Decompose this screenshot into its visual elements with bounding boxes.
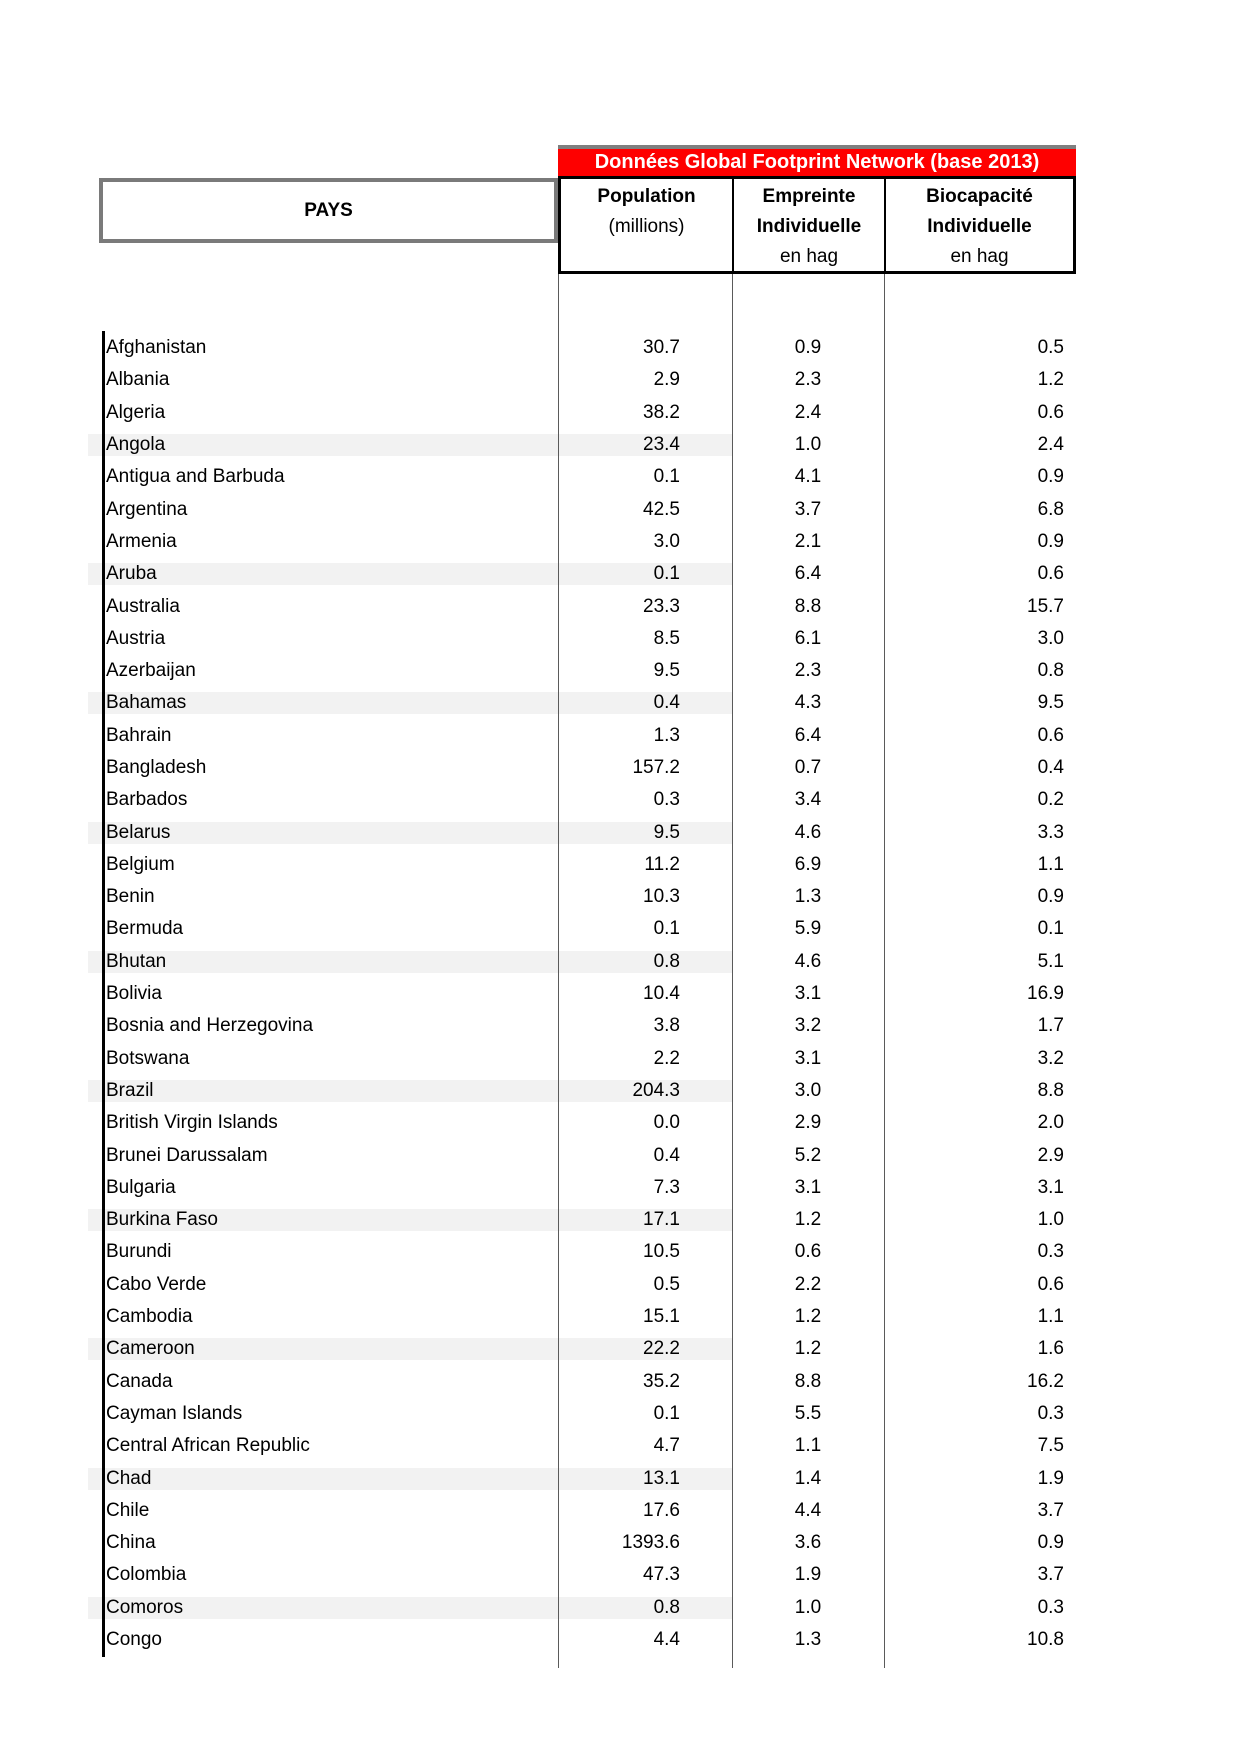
- biocapacite-cell: 16.9: [1027, 983, 1064, 1005]
- country-cell: Chad: [88, 1468, 558, 1490]
- table-row: [88, 1043, 1076, 1075]
- empreinte-header-line2: Individuelle: [756, 216, 862, 237]
- pays-header-label: PAYS: [304, 199, 353, 221]
- empreinte-cell: 1.3: [794, 886, 822, 908]
- table-row: [88, 1366, 1076, 1398]
- biocapacite-cell: 0.9: [1037, 1532, 1064, 1554]
- country-cell: Belgium: [106, 853, 175, 875]
- country-cell: Belarus: [88, 822, 558, 844]
- biocapacite-cell: 0.4: [1037, 757, 1064, 778]
- population-cell: 10.5: [643, 1241, 680, 1263]
- empreinte-cell: 3.1: [794, 1176, 822, 1198]
- population-cell: 22.2: [558, 1338, 732, 1360]
- table-row: [88, 1301, 1076, 1333]
- population-cell: 35.2: [643, 1370, 680, 1392]
- biocapacite-cell: 2.4: [1037, 434, 1064, 456]
- table-row: [88, 1592, 1076, 1624]
- empreinte-cell: 4.6: [794, 821, 822, 843]
- empreinte-cell: 3.2: [794, 1015, 822, 1037]
- table-row: [88, 1624, 1076, 1656]
- biocapacite-cell: 0.3: [1037, 1596, 1064, 1618]
- population-cell: 4.4: [653, 1629, 680, 1651]
- country-cell: Cayman Islands: [106, 1402, 243, 1424]
- empreinte-cell: 4.6: [794, 950, 822, 972]
- empreinte-cell: 5.5: [794, 1402, 822, 1424]
- biocapacite-cell: 10.8: [1027, 1629, 1064, 1651]
- table-row: [88, 364, 1076, 396]
- population-cell: 1.3: [653, 724, 680, 746]
- country-cell: Bosnia and Herzegovina: [106, 1015, 314, 1037]
- table-row: [88, 558, 1076, 590]
- country-cell: British Virgin Islands: [106, 1112, 278, 1134]
- biocapacite-cell: 2.0: [1037, 1112, 1064, 1134]
- country-cell: Austria: [106, 627, 166, 649]
- empreinte-cell: 3.7: [794, 498, 822, 520]
- country-cell: Armenia: [106, 530, 177, 552]
- population-cell: 2.2: [653, 1047, 680, 1069]
- population-cell: 0.4: [558, 692, 732, 714]
- empreinte-cell: 3.4: [794, 789, 822, 811]
- population-cell: 0.8: [558, 951, 732, 973]
- pays-column-header: [99, 178, 558, 243]
- biocapacite-cell: 1.2: [1037, 369, 1064, 391]
- population-header-line1: Population: [597, 186, 696, 207]
- empreinte-cell: 0.7: [794, 757, 822, 778]
- empreinte-header-line1: Empreinte: [762, 186, 856, 207]
- population-cell: 157.2: [632, 757, 680, 778]
- empreinte-cell: 1.4: [794, 1467, 822, 1489]
- table-row: [88, 946, 1076, 978]
- country-cell: Botswana: [106, 1047, 190, 1069]
- empreinte-cell: 0.9: [794, 337, 822, 359]
- biocapacite-cell: 0.8: [1037, 660, 1064, 682]
- country-cell: Afghanistan: [106, 337, 207, 359]
- population-cell: 4.7: [653, 1435, 680, 1457]
- country-cell: Cabo Verde: [106, 1273, 207, 1295]
- empreinte-cell: 1.2: [794, 1209, 822, 1231]
- population-cell: 0.1: [653, 1402, 680, 1424]
- population-cell: 0.5: [653, 1273, 680, 1295]
- empreinte-header-line3: en hag: [779, 246, 839, 267]
- empreinte-cell: 6.9: [794, 853, 822, 875]
- table-row: [88, 1010, 1076, 1042]
- table-row: [88, 1172, 1076, 1204]
- country-cell: Australia: [106, 595, 180, 617]
- country-cell: Bulgaria: [106, 1176, 176, 1198]
- empreinte-cell: 4.1: [794, 466, 822, 488]
- population-cell: 3.8: [653, 1015, 680, 1037]
- country-cell: Azerbaijan: [106, 660, 196, 682]
- empreinte-cell: 8.8: [794, 595, 822, 617]
- table-row: [88, 1333, 1076, 1365]
- biocapacite-cell: 3.2: [1037, 1047, 1064, 1069]
- biocapacite-cell: 0.9: [1037, 886, 1064, 908]
- empreinte-cell: 2.4: [794, 401, 822, 423]
- empreinte-cell: 1.2: [794, 1306, 822, 1328]
- table-row: [88, 461, 1076, 493]
- empreinte-cell: 8.8: [794, 1370, 822, 1392]
- population-cell: 9.5: [653, 660, 680, 682]
- population-cell: 17.1: [558, 1209, 732, 1231]
- table-row: [88, 1269, 1076, 1301]
- table-row: [88, 752, 1076, 784]
- empreinte-cell: 1.2: [794, 1338, 822, 1360]
- country-cell: Argentina: [106, 498, 188, 520]
- country-cell: Bangladesh: [106, 757, 207, 778]
- country-cell: Brunei Darussalam: [106, 1144, 268, 1166]
- biocapacite-cell: 1.7: [1037, 1015, 1064, 1037]
- population-cell: 0.1: [558, 563, 732, 585]
- table-row: [88, 1495, 1076, 1527]
- empreinte-cell: 6.1: [794, 627, 822, 649]
- biocapacite-cell: 5.1: [1037, 950, 1064, 972]
- biocapacite-cell: 0.9: [1037, 530, 1064, 552]
- country-cell: Cameroon: [88, 1338, 558, 1360]
- empreinte-cell: 1.3: [794, 1629, 822, 1651]
- empreinte-cell: 2.3: [794, 369, 822, 391]
- biocapacite-cell: 0.9: [1037, 466, 1064, 488]
- empreinte-cell: 3.0: [794, 1079, 822, 1101]
- country-cell: Central African Republic: [106, 1435, 310, 1457]
- country-cell: Antigua and Barbuda: [106, 466, 285, 488]
- biocapacite-cell: 2.9: [1037, 1144, 1064, 1166]
- table-row: [88, 1075, 1076, 1107]
- biocapacite-cell: 8.8: [1037, 1079, 1064, 1101]
- biocapacite-cell: 3.0: [1037, 627, 1064, 649]
- table-row: [88, 1107, 1076, 1139]
- table-row: [88, 816, 1076, 848]
- empreinte-cell: 1.0: [794, 434, 822, 456]
- biocapacite-cell: 0.3: [1037, 1241, 1064, 1263]
- biocapacite-cell: 0.1: [1037, 918, 1064, 940]
- empreinte-cell: 0.6: [794, 1241, 822, 1263]
- population-cell: 47.3: [643, 1564, 680, 1586]
- table-row: [88, 526, 1076, 558]
- population-cell: 0.1: [653, 918, 680, 940]
- population-column-header: [561, 179, 732, 271]
- table-row: [88, 687, 1076, 719]
- table-row: [88, 881, 1076, 913]
- biocapacite-cell: 16.2: [1027, 1370, 1064, 1392]
- column-divider-line: [558, 274, 559, 1668]
- country-cell: Congo: [106, 1629, 162, 1651]
- country-cell: Colombia: [106, 1564, 187, 1586]
- population-cell: 0.1: [653, 466, 680, 488]
- biocapacite-header-line1: Biocapacité: [926, 186, 1033, 207]
- table-row: [88, 1527, 1076, 1559]
- population-cell: 13.1: [558, 1468, 732, 1490]
- country-cell: Bahrain: [106, 724, 172, 746]
- population-cell: 38.2: [643, 401, 680, 423]
- biocapacite-cell: 15.7: [1027, 595, 1064, 617]
- empreinte-column-header: [732, 179, 884, 271]
- population-cell: 0.0: [653, 1112, 680, 1134]
- biocapacite-cell: 1.1: [1037, 853, 1064, 875]
- empreinte-cell: 4.3: [794, 692, 822, 714]
- biocapacite-cell: 7.5: [1037, 1435, 1064, 1457]
- table-row: [88, 623, 1076, 655]
- empreinte-cell: 6.4: [794, 724, 822, 746]
- country-cell: Burundi: [106, 1241, 172, 1263]
- biocapacite-cell: 0.2: [1037, 789, 1064, 811]
- population-cell: 7.3: [653, 1176, 680, 1198]
- empreinte-cell: 2.3: [794, 660, 822, 682]
- table-left-border: [102, 331, 105, 1657]
- empreinte-cell: 1.0: [794, 1596, 822, 1618]
- empreinte-cell: 3.6: [794, 1532, 822, 1554]
- population-cell: 3.0: [653, 530, 680, 552]
- table-row: [88, 332, 1076, 364]
- population-header-line2: (millions): [608, 216, 685, 237]
- population-cell: 23.3: [643, 595, 680, 617]
- biocapacite-cell: 3.3: [1037, 821, 1064, 843]
- table-title-banner: Données Global Footprint Network (base 2013): [558, 145, 1076, 176]
- table-row: [88, 1204, 1076, 1236]
- column-divider-line: [884, 274, 885, 1668]
- country-cell: Bermuda: [106, 918, 184, 940]
- population-cell: 42.5: [643, 498, 680, 520]
- table-row: [88, 590, 1076, 622]
- empreinte-cell: 5.2: [794, 1144, 822, 1166]
- empreinte-cell: 6.4: [794, 563, 822, 585]
- country-cell: China: [106, 1532, 156, 1554]
- population-cell: 2.9: [653, 369, 680, 391]
- table-row: [88, 493, 1076, 525]
- column-divider-line: [732, 274, 733, 1668]
- table-row: [88, 978, 1076, 1010]
- biocapacite-cell: 0.3: [1037, 1402, 1064, 1424]
- country-cell: Angola: [88, 434, 558, 456]
- country-cell: Aruba: [88, 563, 558, 585]
- table-row: [88, 784, 1076, 816]
- country-cell: Chile: [106, 1499, 150, 1521]
- biocapacite-cell: 6.8: [1037, 498, 1064, 520]
- country-cell: Cambodia: [106, 1306, 193, 1328]
- empreinte-cell: 1.9: [794, 1564, 822, 1586]
- population-cell: 10.4: [643, 983, 680, 1005]
- country-cell: Brazil: [88, 1080, 558, 1102]
- population-cell: 17.6: [643, 1499, 680, 1521]
- country-cell: Bolivia: [106, 983, 162, 1005]
- table-row: [88, 1139, 1076, 1171]
- table-row: [88, 1559, 1076, 1591]
- country-cell: Comoros: [88, 1597, 558, 1619]
- table-row: [88, 655, 1076, 687]
- empreinte-cell: 2.9: [794, 1112, 822, 1134]
- country-cell: Barbados: [106, 789, 188, 811]
- biocapacite-cell: 1.0: [1037, 1209, 1064, 1231]
- biocapacite-cell: 9.5: [1037, 692, 1064, 714]
- empreinte-cell: 2.2: [794, 1273, 822, 1295]
- country-cell: Albania: [106, 369, 170, 391]
- empreinte-cell: 1.1: [794, 1435, 822, 1457]
- country-cell: Benin: [106, 886, 155, 908]
- empreinte-cell: 2.1: [794, 530, 822, 552]
- population-cell: 0.8: [558, 1597, 732, 1619]
- population-cell: 11.2: [644, 853, 680, 875]
- empreinte-cell: 3.1: [794, 1047, 822, 1069]
- table-row: [88, 849, 1076, 881]
- biocapacite-cell: 0.6: [1037, 401, 1064, 423]
- population-cell: 0.4: [653, 1144, 680, 1166]
- table-row: [88, 1236, 1076, 1268]
- population-cell: 0.3: [653, 789, 680, 811]
- country-cell: Canada: [106, 1370, 173, 1392]
- biocapacite-cell: 0.6: [1037, 724, 1064, 746]
- numeric-column-headers: [558, 176, 1076, 274]
- table-row: [88, 1430, 1076, 1462]
- biocapacite-cell: 3.7: [1037, 1499, 1064, 1521]
- empreinte-cell: 5.9: [794, 918, 822, 940]
- biocapacite-column-header: [884, 179, 1073, 271]
- country-cell: Algeria: [106, 401, 166, 423]
- country-cell: Bahamas: [88, 692, 558, 714]
- biocapacite-cell: 3.7: [1037, 1564, 1064, 1586]
- table-row: [88, 720, 1076, 752]
- biocapacite-cell: 1.1: [1037, 1306, 1064, 1328]
- population-cell: 30.7: [643, 337, 680, 359]
- table-row: [88, 1462, 1076, 1494]
- biocapacite-header-line2: Individuelle: [927, 216, 1032, 237]
- biocapacite-cell: 3.1: [1037, 1176, 1064, 1198]
- population-cell: 23.4: [558, 434, 732, 456]
- empreinte-cell: 3.1: [794, 983, 822, 1005]
- table-rows: [88, 332, 1076, 1656]
- population-cell: 8.5: [653, 627, 680, 649]
- biocapacite-cell: 0.6: [1037, 1273, 1064, 1295]
- empreinte-cell: 4.4: [794, 1499, 822, 1521]
- country-cell: Burkina Faso: [88, 1209, 558, 1231]
- country-cell: Bhutan: [88, 951, 558, 973]
- biocapacite-cell: 1.6: [1037, 1338, 1064, 1360]
- biocapacite-header-line3: en hag: [950, 246, 1009, 267]
- biocapacite-cell: 0.5: [1037, 337, 1064, 359]
- population-cell: 204.3: [558, 1080, 732, 1102]
- population-cell: 15.1: [643, 1306, 680, 1328]
- table-row: [88, 1398, 1076, 1430]
- population-cell: 9.5: [558, 822, 732, 844]
- biocapacite-cell: 0.6: [1037, 563, 1064, 585]
- table-row: [88, 397, 1076, 429]
- biocapacite-cell: 1.9: [1037, 1467, 1064, 1489]
- population-cell: 10.3: [643, 886, 680, 908]
- table-row: [88, 429, 1076, 461]
- population-cell: 1393.6: [621, 1532, 680, 1554]
- table-row: [88, 913, 1076, 945]
